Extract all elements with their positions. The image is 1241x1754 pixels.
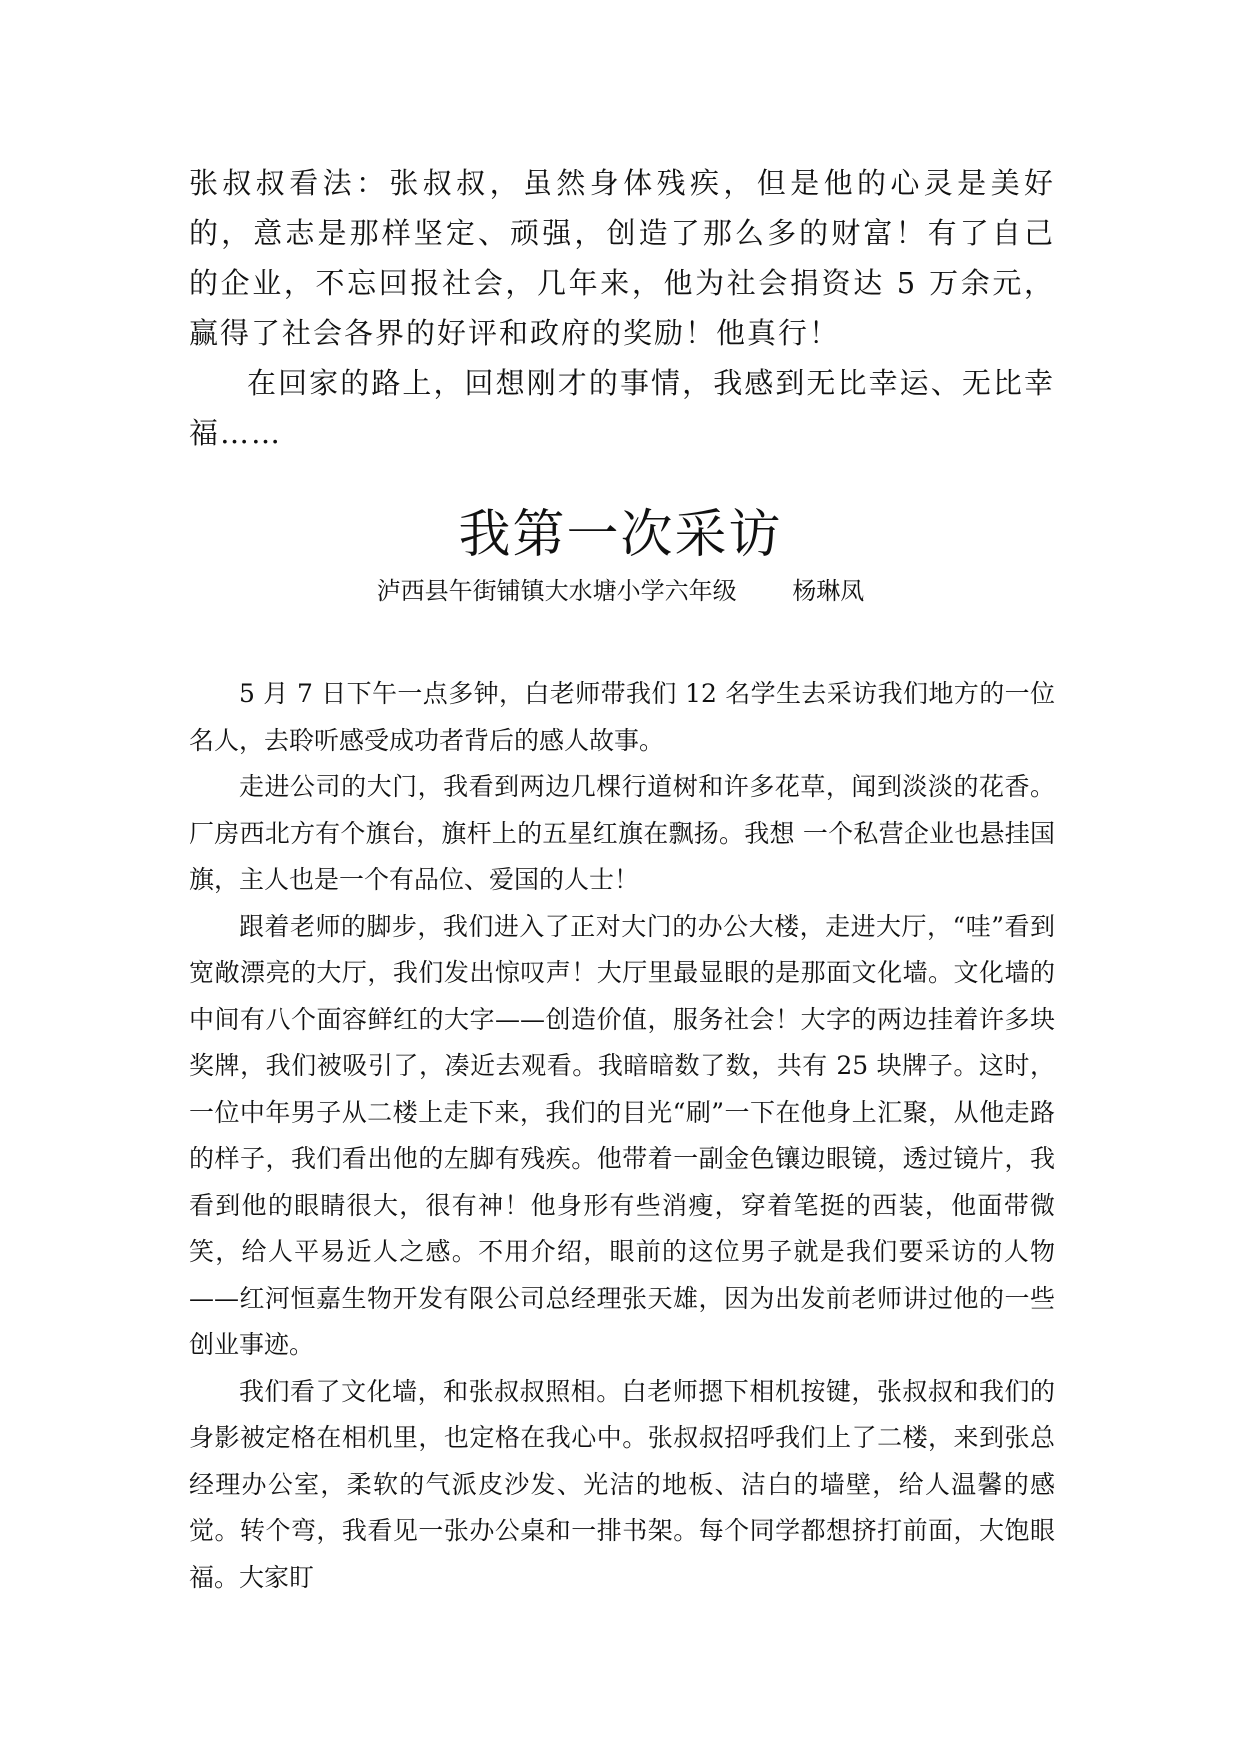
previous-article-ending — [189, 158, 1055, 458]
article-byline — [0, 574, 1241, 608]
paragraph: 走进公司的大门，我看到两边几棵行道树和许多花草，闻到淡淡的花香。厂房西北方有个旗台，旗杆上的五星红旗在飘扬。我想 一个私营企业也悬挂国旗，主人也是一个有品位、爱国的人士！ — [189, 772, 1055, 894]
paragraph: 张叔叔看法：张叔叔，虽然身体残疾，但是他的心灵是美好的，意志是那样坚定、顽强，创造了那么多的财富！有了自己的企业，不忘回报社会，几年来，他为社会捐资达 5 万余元，赢得了社会各界的好评和政府的奖励！他真行！ — [189, 166, 1055, 350]
paragraph: 我们看了文化墙，和张叔叔照相。白老师摁下相机按键，张叔叔和我们的身影被定格在相机里，也定格在我心中。张叔叔招呼我们上了二楼，来到张总经理办公室，柔软的气派皮沙发、光洁的地板、洁白的墙壁，给人温馨的感觉。转个弯，我看见一张办公桌和一排书架。每个同学都想挤打前面，大饱眼福。大家盯 — [189, 1376, 1055, 1592]
paragraph: 跟着老师的脚步，我们进入了正对大门的办公大楼，走进大厅，“哇”看到宽敞漂亮的大厅，我们发出惊叹声！大厅里最显眼的是那面文化墙。文化墙的中间有八个面容鲜红的大字——创造价值，服务社会！大字的两边挂着许多块奖牌，我们被吸引了，凑近去观看。我暗暗数了数，共有 25 块牌子。这时，一位中年男子从二楼上走下来，我们的目光“刷”一下在他身上汇聚，从他走路的样子，我们看出他的左脚有残疾。他带着一副金色镶边眼镜，透过镜片，我看到他的眼睛很大，很有神！他身形有些消瘦，穿着笔挺的西装，他面带微笑，给人平易近人之感。不用介绍，眼前的这位男子就是我们要采访的人物——红河恒嘉生物开发有限公司总经理张天雄，因为出发前老师讲过他的一些创业事迹。 — [189, 911, 1055, 1359]
byline-school: 泸西县午街铺镇大水塘小学六年级 — [376, 577, 737, 605]
paragraph: 5 月 7 日下午一点多钟，白老师带我们 12 名学生去采访我们地方的一位名人，去聆听感受成功者背后的感人故事。 — [189, 679, 1055, 755]
paragraph: 在回家的路上，回想刚才的事情，我感到无比幸运、无比幸福…… — [189, 366, 1055, 450]
byline-author: 杨琳凤 — [792, 577, 865, 605]
article-title: 我第一次采访 — [458, 505, 783, 565]
article-body — [189, 671, 1055, 1601]
